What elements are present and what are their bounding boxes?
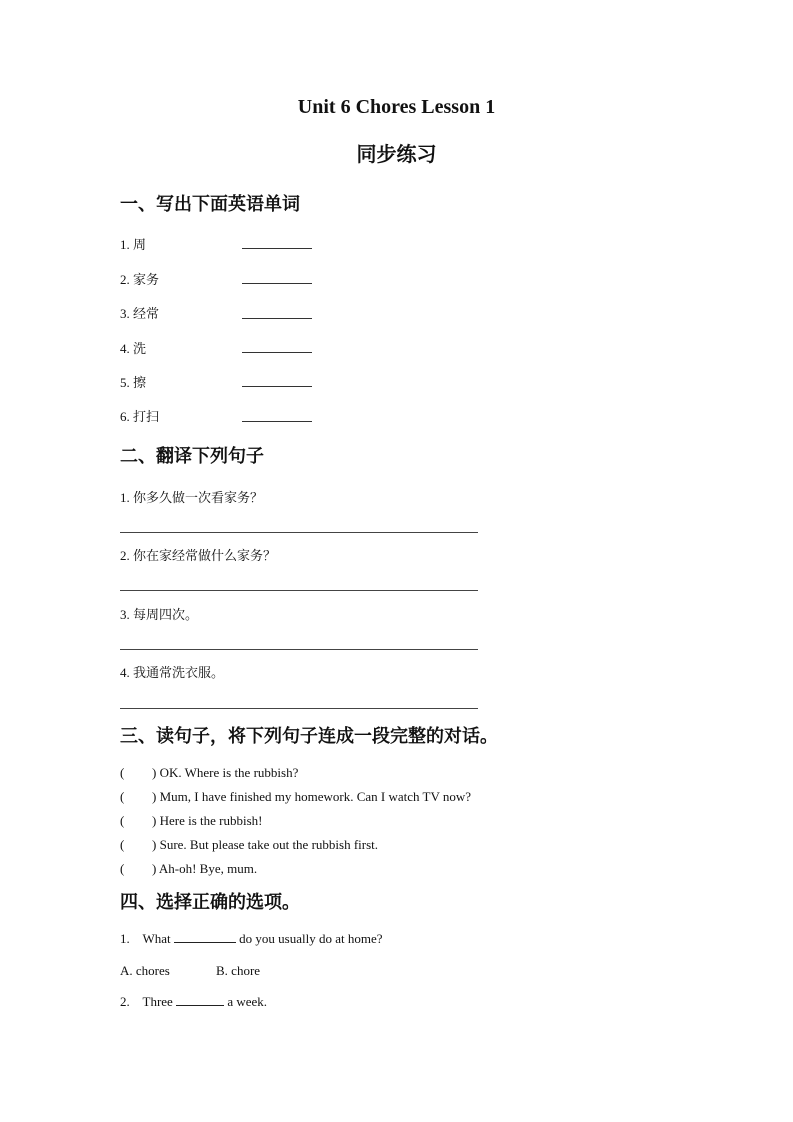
question-text-after: do you usually do at home? <box>239 931 383 946</box>
item-text: Here is the rubbish! <box>159 813 263 828</box>
section-3-heading: 三、读句子，将下列句子连成一段完整的对话。 <box>120 726 498 747</box>
order-blank[interactable]: ( <box>120 765 125 780</box>
word-item-2 <box>120 269 159 288</box>
section-2-heading: 二、翻译下列句子 <box>120 446 264 467</box>
item-number: 4. <box>120 665 130 680</box>
dialogue-item-5 <box>120 861 257 877</box>
answer-blank[interactable] <box>242 421 312 422</box>
item-number: 6. <box>120 409 130 424</box>
answer-line[interactable] <box>120 708 478 709</box>
item-number: 2. <box>120 272 130 287</box>
answer-line[interactable] <box>120 649 478 650</box>
translate-item-4 <box>120 662 224 681</box>
word-item-1 <box>120 234 146 253</box>
answer-line[interactable] <box>120 590 478 591</box>
paren-close: ) <box>152 861 157 876</box>
item-number: 4. <box>120 341 130 356</box>
page-title: Unit 6 Chores Lesson 1 <box>297 96 496 118</box>
item-text: 你多久做一次看家务？ <box>133 491 264 506</box>
question-text-before: Three <box>142 994 173 1009</box>
page-subtitle: 同步练习 <box>356 142 437 166</box>
dialogue-item-1 <box>120 765 298 781</box>
item-number: 3. <box>120 607 130 622</box>
item-number: 2. <box>120 548 130 563</box>
order-blank[interactable]: ( <box>120 837 125 852</box>
order-blank[interactable]: ( <box>120 861 125 876</box>
question-text-after: a week. <box>227 994 268 1009</box>
item-number: 5. <box>120 375 130 390</box>
paren-close: ) <box>152 813 157 828</box>
option-a[interactable]: A. chores <box>120 963 170 978</box>
word-item-4 <box>120 338 146 357</box>
answer-blank[interactable] <box>242 248 312 249</box>
word-item-5 <box>120 372 146 391</box>
answer-line[interactable] <box>120 532 478 533</box>
item-text: 家务 <box>133 273 160 288</box>
item-text: 打扫 <box>133 410 160 425</box>
item-text: 擦 <box>133 376 147 391</box>
item-number: 1. <box>120 931 130 946</box>
word-item-3 <box>120 303 159 322</box>
item-number: 1. <box>120 490 130 505</box>
dialogue-item-4 <box>120 837 378 853</box>
item-text: Mum, I have finished my homework. Can I watch TV now? <box>159 789 472 804</box>
answer-blank[interactable] <box>242 352 312 353</box>
answer-blank[interactable] <box>242 318 312 319</box>
translate-item-2 <box>120 545 276 564</box>
order-blank[interactable]: ( <box>120 789 125 804</box>
word-item-6 <box>120 406 159 425</box>
answer-blank[interactable] <box>242 386 312 387</box>
choice-question-1 <box>120 931 383 947</box>
item-text: Sure. But please take out the rubbish first. <box>159 837 379 852</box>
translate-item-1 <box>120 487 263 506</box>
choice-options-1 <box>120 963 420 979</box>
item-text: 经常 <box>133 307 160 322</box>
dialogue-item-3 <box>120 813 262 829</box>
order-blank[interactable]: ( <box>120 813 125 828</box>
answer-blank[interactable] <box>242 283 312 284</box>
section-1-heading: 一、写出下面英语单词 <box>120 194 300 215</box>
item-number: 1. <box>120 237 130 252</box>
option-b[interactable]: B. chore <box>216 963 261 978</box>
section-4-heading: 四、选择正确的选项。 <box>120 892 300 913</box>
choice-question-2 <box>120 994 267 1010</box>
item-number: 2. <box>120 994 130 1009</box>
answer-blank[interactable] <box>174 932 236 943</box>
item-text: 洗 <box>133 342 147 357</box>
item-text: 周 <box>133 238 147 253</box>
paren-close: ) <box>152 837 157 852</box>
translate-item-3 <box>120 604 198 623</box>
item-text: 我通常洗衣服。 <box>133 666 225 681</box>
dialogue-item-2 <box>120 789 471 805</box>
question-text-before: What <box>142 931 171 946</box>
item-text: Ah-oh! Bye, mum. <box>158 861 258 876</box>
item-number: 3. <box>120 306 130 321</box>
item-text: 你在家经常做什么家务？ <box>133 549 277 564</box>
paren-close: ) <box>152 789 157 804</box>
item-text: 每周四次。 <box>133 608 199 623</box>
paren-close: ) <box>152 765 157 780</box>
item-text: OK. Where is the rubbish? <box>159 765 299 780</box>
answer-blank[interactable] <box>176 995 224 1006</box>
